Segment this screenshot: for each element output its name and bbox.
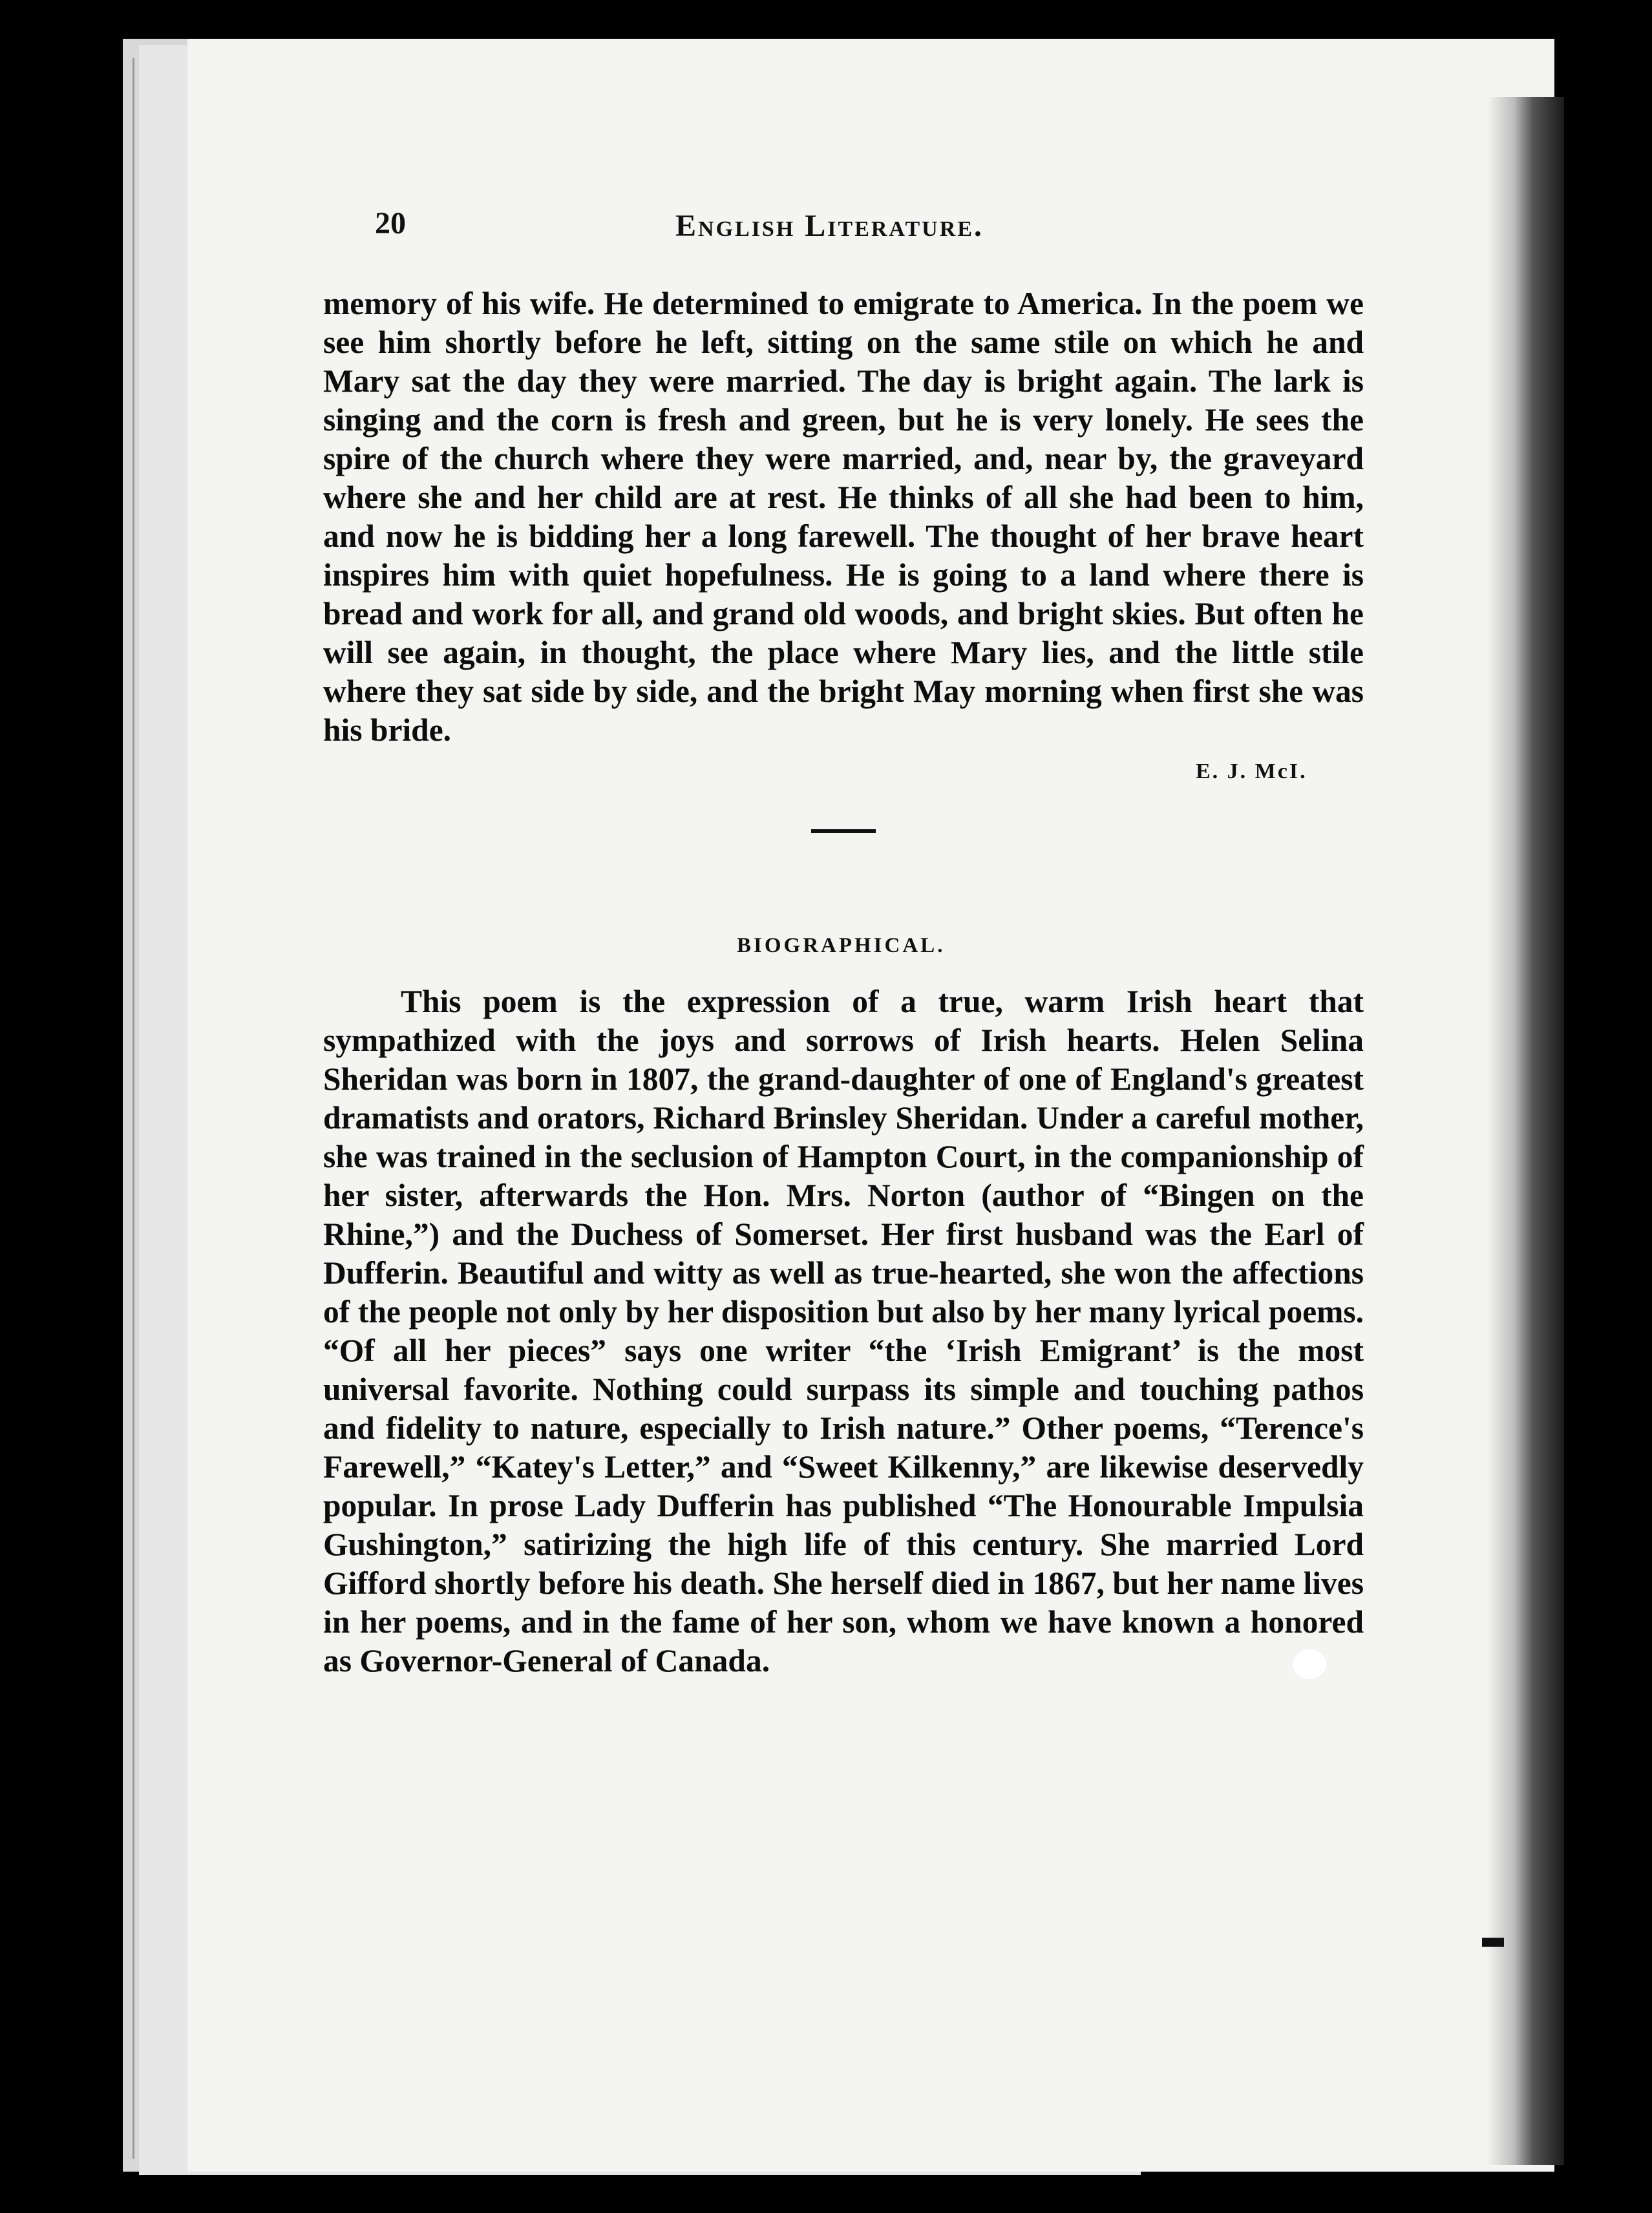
paper-blemish	[1293, 1649, 1326, 1679]
running-head: English Literature.	[675, 209, 984, 243]
margin-mark	[1482, 1938, 1504, 1947]
biographical-text-block	[323, 982, 1364, 1680]
author-signature: E. J. McI.	[1196, 759, 1308, 783]
page-number: 20	[375, 206, 406, 240]
section-title: BIOGRAPHICAL.	[737, 934, 946, 957]
page-edge-line	[132, 58, 134, 2159]
intro-text-block	[323, 284, 1364, 750]
intro-paragraph: memory of his wife. He determined to emigrate to America. In the poem we see him shortly before he left, sitting on the same stile on which he and Mary sat the day they were married. The day is bright again. The lark is singing and the corn is fresh and green, but he is very lonely. He sees the spire of the church where they were married, and, near by, the graveyard where she and her child are at rest. He thinks of all she had been to him, and now he is bidding her a long farewell. The thought of her brave heart inspires him with quiet hopefulness. He is going to a land where there is bread and work for all, and grand old woods, and bright skies. But often he will see again, in thought, the place where Mary lies, and the little stile where they sat side by side, and the bright May morning when first she was his bride.	[323, 286, 1364, 748]
section-divider	[811, 829, 876, 833]
page-binding-shadow	[1487, 97, 1564, 2165]
biographical-paragraph: This poem is the expression of a true, warm Irish heart that sympathized with the joys and sorrows of Irish hearts. Helen Selina Sheridan was born in 1807, the grand-daughter of one of England's greatest dramatists and orators, Richard Brinsley Sheridan. Under a careful mother, she was trained in the seclusion of Hampton Court, in the companionship of her sister, afterwards the Hon. Mrs. Norton (author of “Bingen on the Rhine,”) and the Duchess of Somerset. Her first husband was the Earl of Dufferin. Beautiful and witty as well as true-hearted, she won the affections of the people not only by her disposition but also by her many lyrical poems. “Of all her pieces” says one writer “the ‘Irish Emigrant’ is the most universal favorite. Nothing could surpass its simple and touching pathos and fidelity to nature, especially to Irish nature.” Other poems, “Terence's Farewell,” “Katey's Letter,” and “Sweet Kilkenny,” are likewise deservedly popular. In prose Lady Dufferin has published “The Honourable Impulsia Gushington,” satirizing the high life of this century. She married Lord Gifford shortly before his death. She herself died in 1867, but her name lives in her poems, and in the fame of her son, whom we have known a honored as Governor-General of Canada.	[323, 984, 1364, 1678]
page-header	[375, 206, 1383, 251]
